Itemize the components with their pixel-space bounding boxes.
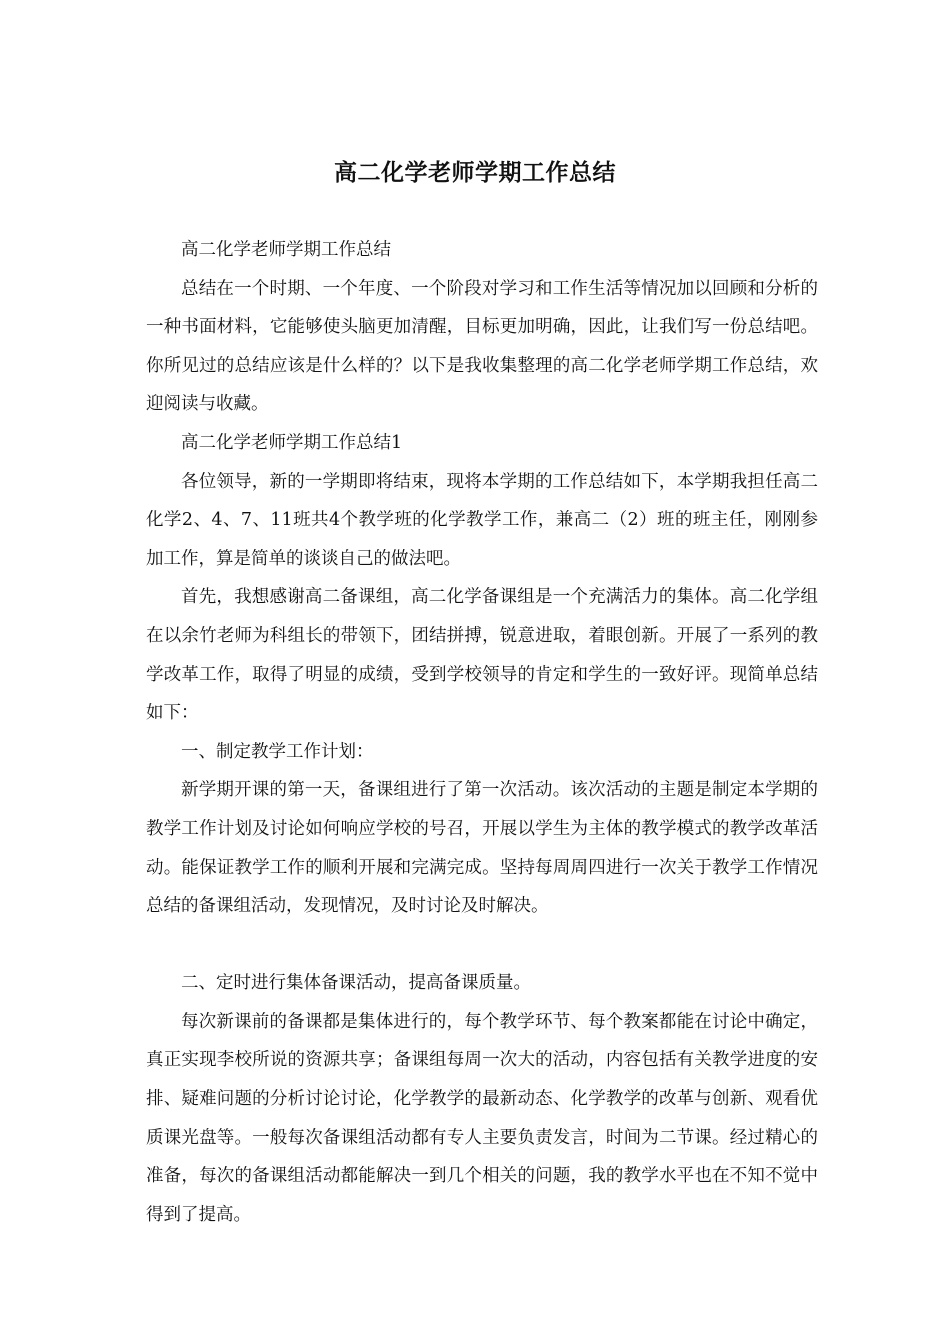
document-body	[146, 231, 818, 1234]
paragraph-spacer	[146, 926, 818, 965]
paragraph-heading-one: 一、制定教学工作计划：	[181, 741, 374, 762]
paragraph-collective-prep: 每次新课前的备课都是集体进行的，每个教学环节、每个教案都能在讨论中确定，真正实现李校所说的资源共享；备课组每周一次大的活动，内容包括有关教学进度的安排、疑难问题的分析讨论讨论，化学教学的最新动态、化学教学的改革与创新、观看优质课光盘等。一般每次备课组活动都有专人主要负责发言，时间为二节课。经过精心的准备，每次的备课组活动都能解决一到几个相关的问题，我的教学水平也在不知不觉中得到了提高。	[146, 1011, 818, 1225]
paragraph-heading-two: 二、定时进行集体备课活动，提高备课质量。	[181, 973, 531, 994]
paragraph-section-heading: 高二化学老师学期工作总结1	[181, 432, 403, 453]
paragraph-thanks: 首先，我想感谢高二备课组，高二化学备课组是一个充满活力的集体。高二化学组在以余竹老师为科组长的带领下，团结拼搏，锐意进取，着眼创新。开展了一系列的教学改革工作，取得了明显的成绩，受到学校领导的肯定和学生的一致好评。现简单总结如下：	[146, 587, 818, 724]
paragraph-subtitle: 高二化学老师学期工作总结	[181, 240, 391, 260]
paragraph-plan: 新学期开课的第一天，备课组进行了第一次活动。该次活动的主题是制定本学期的教学工作计划及讨论如何响应学校的号召，开展以学生为主体的教学模式的教学改革活动。能保证教学工作的顺利开展和完满完成。坚持每周周四进行一次关于教学工作情况总结的备课组活动，发现情况，及时讨论及时解决。	[146, 780, 818, 917]
paragraph-intro: 总结在一个时期、一个年度、一个阶段对学习和工作生活等情况加以回顾和分析的一种书面材料，它能够使头脑更加清醒，目标更加明确，因此，让我们写一份总结吧。你所见过的总结应该是什么样的？以下是我收集整理的高二化学老师学期工作总结，欢迎阅读与收藏。	[146, 278, 818, 415]
document-title: 高二化学老师学期工作总结	[334, 159, 616, 186]
paragraph-opening: 各位领导，新的一学期即将结束，现将本学期的工作总结如下，本学期我担任高二化学2、4、7、11班共4个教学班的化学教学工作，兼高二（2）班的班主任，刚刚参加工作，算是简单的谈谈自己的做法吧。	[146, 471, 818, 569]
